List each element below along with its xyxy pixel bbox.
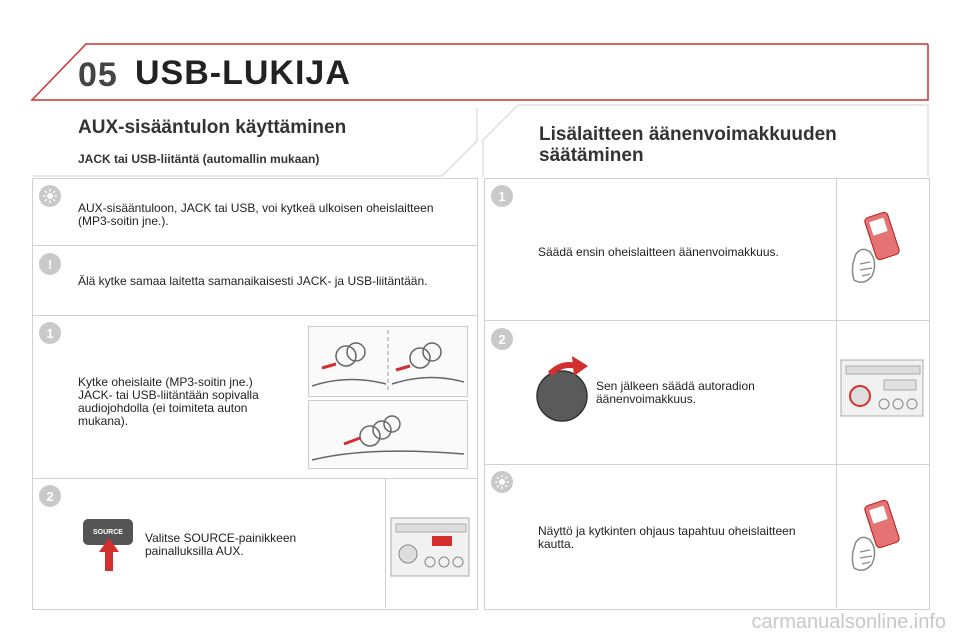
aux-heading: AUX-sisääntulon käyttäminen [78,117,347,138]
step-1-badge: 1 [491,185,513,207]
volume-knob-icon[interactable] [532,352,596,422]
radio-panel-illustration [390,512,470,580]
step-2-badge: 2 [39,485,61,507]
watermark: carmanualsonline.info [751,611,946,633]
usb-jack-illustration [308,326,468,470]
divider [32,245,477,246]
divider [484,320,929,321]
aux-subheading: JACK tai USB-liitäntä (automallin mukaan) [78,152,320,166]
warning-text: Älä kytke samaa laitetta samanaikaisesti JACK- ja USB-liitäntään. [78,274,428,288]
arrow-up-icon [98,538,120,572]
sun-info-icon [39,185,61,207]
divider [385,478,386,608]
divider [484,464,929,465]
step-2-badge: 2 [491,328,513,350]
radio-panel-illustration [840,356,924,420]
step-1-badge: 1 [39,322,61,344]
divider [32,478,477,479]
right-info-text: Näyttö ja kytkinten ohjaus tapahtuu oheislaitteen kautta. [538,524,796,551]
volume-heading: Lisälaitteen äänenvoimakkuuden säätäminen [539,124,837,166]
mp3-player-hand-icon [848,210,918,290]
chapter-number: 05 [78,56,118,94]
sun-info-icon [491,471,513,493]
step-2-text: Valitse SOURCE-painikkeen painalluksilla AUX. [145,531,297,558]
info-text: AUX-sisääntuloon, JACK tai USB, voi kytkeä ulkoisen oheislaitteen (MP3-soitin jne.). [78,201,434,228]
divider [836,178,837,608]
source-button[interactable]: SOURCE [83,519,133,545]
page-title: USB-LUKIJA [135,54,351,92]
step-1-text: Kytke oheislaite (MP3-soitin jne.) JACK- tai USB-liitäntään sopivalla audiojohdolla (ei toimiteta auton mukana). [78,375,259,428]
mp3-player-hand-icon [848,498,918,578]
warning-icon: ! [39,253,61,275]
divider [32,315,477,316]
right-step-1-text: Säädä ensin oheislaitteen äänenvoimakkuus. [538,245,779,259]
right-step-2-text: Sen jälkeen säädä autoradion äänenvoimakkuus. [596,379,755,406]
